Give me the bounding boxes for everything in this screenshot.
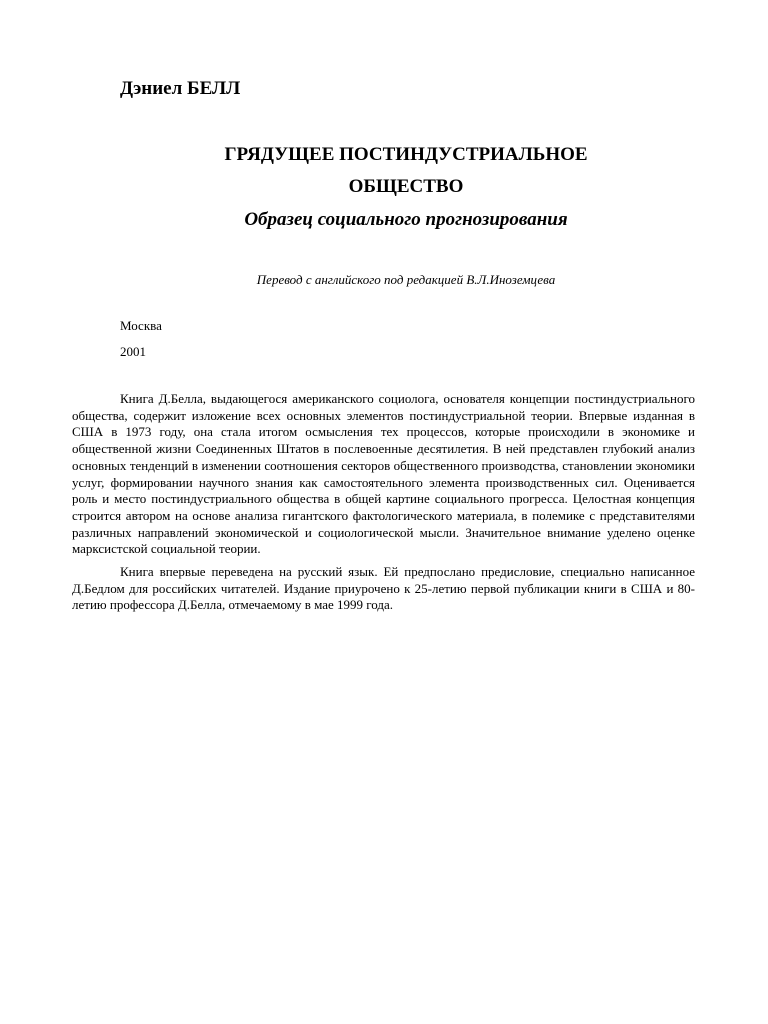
author-name: Дэниел БЕЛЛ: [120, 78, 241, 99]
publication-city: Москва: [120, 318, 162, 333]
annotation-text: [72, 391, 695, 620]
publication-year: 2001: [120, 344, 146, 359]
book-title-line-1: ГРЯДУЩЕЕ ПОСТИНДУСТРИАЛЬНОЕ: [224, 144, 588, 165]
annotation-paragraph: Книга впервые переведена на русский язык. Ей предпослано предисловие, специально написанное Д.Бедлом для российских читателей. Издание приурочено к 25-летию первой публикации книги в США и 80-летию профессора Д.Белла, отмечаемому в мае 1999 года.: [72, 564, 695, 613]
annotation-paragraph: Книга Д.Белла, выдающегося американского социолога, основателя концепции постиндустриального общества, содержит изложение всех основных элементов постиндустриальной теории. Впервые изданная в США в 1973 году, она стала итогом осмысления тех процессов, которые происходили в экономике и общественной жизни Соединенных Штатов в послевоенные десятилетия. В ней представлен глубокий анализ основных тенденций в изменении соотношения секторов общественного производства, становлении экономики услуг, формировании научного знания как самостоятельного элемента производственных сил. Оценивается роль и место постиндустриального общества в общей картине социального прогресса. Целостная концепция строится автором на основе анализа гигантского фактологического материала, в полемике с представителями различных направлений экономической и социологической мысли. Значительное внимание уделено оценке марксистской социальной теории.: [72, 391, 695, 557]
book-title-line-2: ОБЩЕСТВО: [348, 176, 464, 197]
translation-note: Перевод с английского под редакцией В.Л.Иноземцева: [256, 272, 556, 287]
book-subtitle: Образец социального прогнозирования: [244, 209, 568, 230]
